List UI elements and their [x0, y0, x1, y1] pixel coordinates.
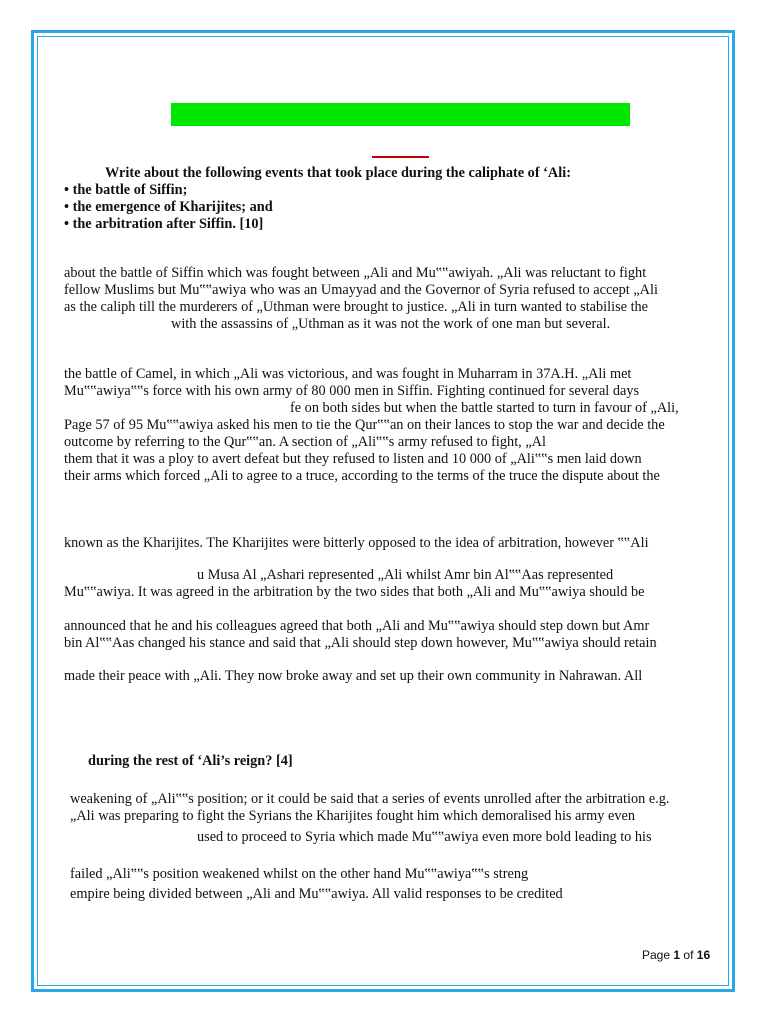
text-line: the battle of Camel, in which „Ali was victorious, and was fought in Muharram in 37A.H. „Ali met	[64, 366, 632, 382]
text-line: about the battle of Siffin which was fought between „Ali and Mu‟‟awiyah. „Ali was reluctant to fight	[64, 265, 647, 281]
text-line: fellow Muslims but Mu‟‟awiya who was an Umayyad and the Governor of Syria refused to accept „Ali	[64, 282, 658, 298]
text-line: bin Al‟‟Aas changed his stance and said that „Ali should step down however, Mu‟‟awiya should retain	[64, 635, 657, 651]
page-of: of	[683, 948, 694, 962]
text-line: „Ali was preparing to fight the Syrians the Kharijites fought him which demoralised his army even	[70, 808, 635, 824]
text-line: known as the Kharijites. The Kharijites were bitterly opposed to the idea of arbitration, however ‟‟Ali	[64, 535, 649, 551]
text-line: with the assassins of „Uthman as it was not the work of one man but several.	[171, 316, 611, 332]
text-line: u Musa Al „Ashari represented „Ali whilst Amr bin Al‟‟Aas represented	[197, 567, 614, 583]
page-number	[642, 948, 710, 962]
bullet-kharijites: • the emergence of Kharijites; and	[64, 199, 273, 215]
text-line: Page 57 of 95 Mu‟‟awiya asked his men to tie the Qur‟‟an on their lances to stop the war and decide the	[64, 417, 665, 433]
text-line: Mu‟‟awiya‟‟s force with his own army of 80 000 men in Siffin. Fighting continued for several days	[64, 383, 640, 399]
text-line: them that it was a ploy to avert defeat but they refused to listen and 10 000 of „Ali‟‟s men laid down	[64, 451, 642, 467]
text-line: weakening of „Ali‟‟s position; or it could be said that a series of events unrolled after the arbitration e.g.	[70, 791, 670, 807]
text-line: failed „Ali‟‟s position weakened whilst on the other hand Mu‟‟awiya‟‟s streng	[70, 866, 529, 882]
text-line: outcome by referring to the Qur‟‟an. A section of „Ali‟‟s army refused to fight, „Al	[64, 434, 546, 450]
bullet-siffin: • the battle of Siffin;	[64, 182, 188, 198]
question1-intro: Write about the following events that took place during the caliphate of ‘Ali:	[105, 165, 571, 181]
text-line: fe on both sides but when the battle started to turn in favour of „Ali,	[290, 400, 679, 416]
text-line: made their peace with „Ali. They now broke away and set up their own community in Nahrawan. All	[64, 668, 643, 684]
question2-text: during the rest of ‘Ali’s reign? [4]	[88, 753, 293, 769]
text-line: as the caliph till the murderers of „Uthman were brought to justice. „Ali in turn wanted to stabilise the	[64, 299, 649, 315]
red-rule	[372, 156, 429, 158]
highlight-bar	[171, 103, 630, 126]
text-line: their arms which forced „Ali to agree to a truce, according to the terms of the truce the dispute about the	[64, 468, 660, 484]
text-line: announced that he and his colleagues agreed that both „Ali and Mu‟‟awiya should step down but Amr	[64, 618, 650, 634]
text-line: Mu‟‟awiya. It was agreed in the arbitration by the two sides that both „Ali and Mu‟‟awiya should be	[64, 584, 645, 600]
page-current: 1	[673, 948, 681, 962]
page-total: 16	[696, 948, 711, 962]
text-line: used to proceed to Syria which made Mu‟‟awiya even more bold leading to his	[197, 829, 652, 845]
bullet-arbitration: • the arbitration after Siffin. [10]	[64, 216, 264, 232]
text-line: empire being divided between „Ali and Mu‟‟awiya. All valid responses to be credited	[70, 886, 563, 902]
page-prefix: Page	[642, 948, 671, 962]
